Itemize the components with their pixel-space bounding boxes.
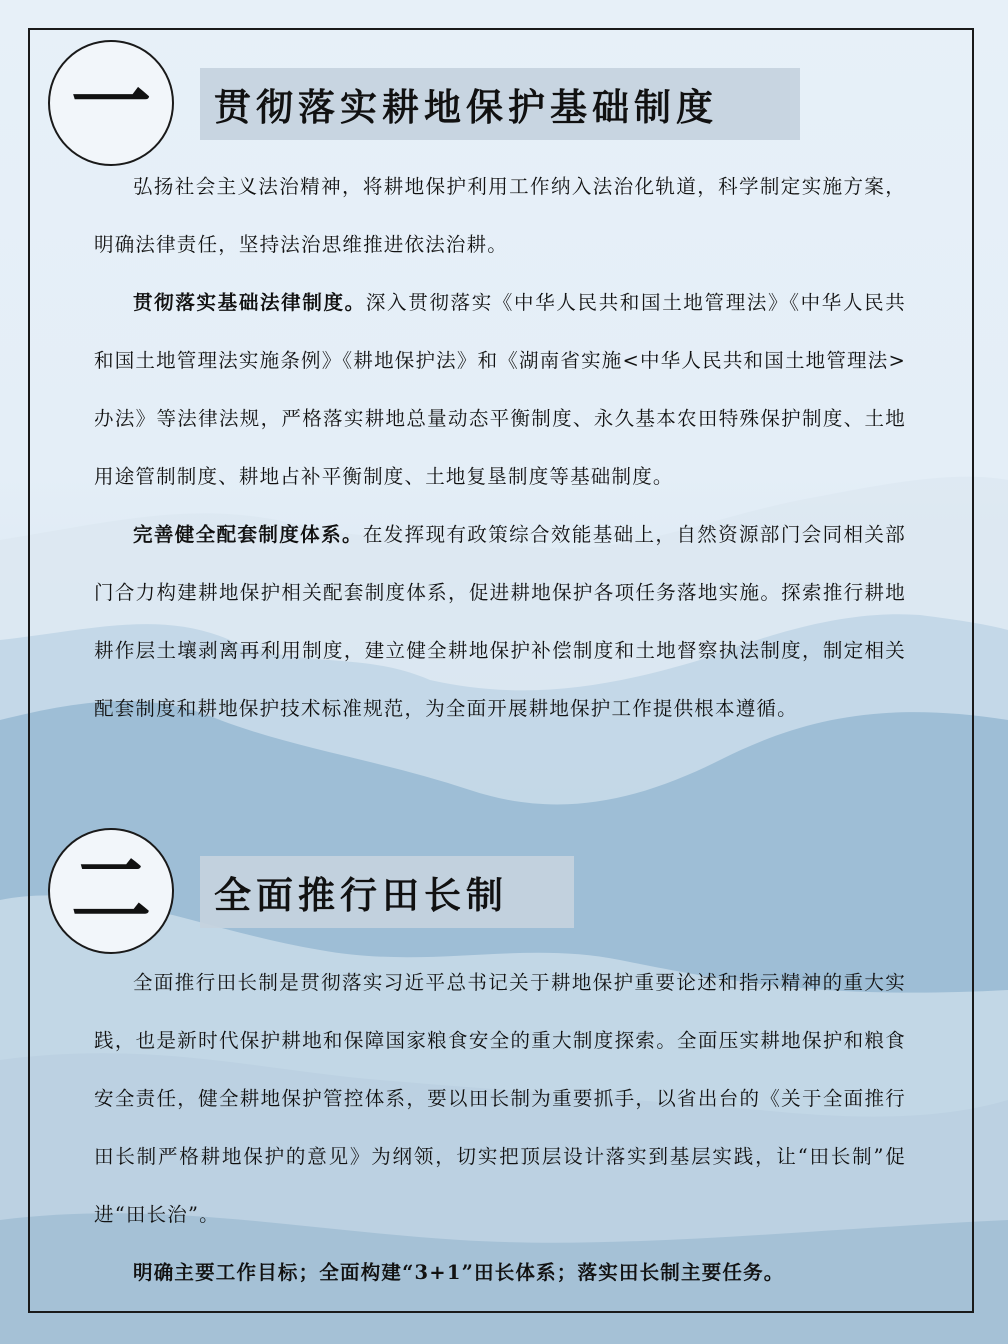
section-1-item-2-lead: 完善健全配套制度体系。: [133, 523, 363, 546]
section-2-title-bar: [200, 856, 574, 928]
section-1-content: [94, 158, 906, 738]
section-1-item-1-lead: 贯彻落实基础法律制度。: [133, 291, 366, 314]
section-2-content: [94, 954, 906, 1302]
section-2-number: 二: [71, 844, 151, 937]
section-1-item-1: [94, 274, 906, 506]
section-2-intro: 全面推行田长制是贯彻落实习近平总书记关于耕地保护重要论述和指示精神的重大实践，也是新时代保护耕地和保障国家粮食安全的重大制度探索。全面压实耕地保护和粮食安全责任，健全耕地保护管控体系，要以田长制为重要抓手，以省出台的《关于全面推行田长制严格耕地保护的意见》为纲领，切实把顶层设计落实到基层实践，让“田长制”促进“田长治”。: [94, 971, 906, 1226]
section-1-item-2-text: 在发挥现有政策综合效能基础上，自然资源部门会同相关部门合力构建耕地保护相关配套制度体系，促进耕地保护各项任务落地实施。探索推行耕地耕作层土壤剥离再利用制度，建立健全耕地保护补偿制度和土地督察执法制度，制定相关配套制度和耕地保护技术标准规范，为全面开展耕地保护工作提供根本遵循。: [94, 523, 907, 720]
section-2-header: [48, 828, 568, 954]
section-1-number: 一: [71, 56, 151, 149]
section-2-final: 明确主要工作目标；全面构建“3+1”田长体系；落实田长制主要任务。: [133, 1261, 785, 1284]
section-1-title: 贯彻落实耕地保护基础制度: [214, 86, 718, 129]
section-2-title: 全面推行田长制: [214, 874, 508, 917]
section-1-number-circle: [48, 40, 174, 166]
section-2-number-circle: [48, 828, 174, 954]
section-1-item-1-text: 深入贯彻落实《中华人民共和国土地管理法》《中华人民共和国土地管理法实施条例》《耕地保护法》和《湖南省实施<中华人民共和国土地管理法>办法》等法律法规，严格落实耕地总量动态平衡制度、永久基本农田特殊保护制度、土地用途管制制度、耕地占补平衡制度、土地复垦制度等基础制度。: [94, 291, 907, 488]
section-1-header: [48, 40, 808, 166]
section-1-title-bar: [200, 68, 800, 140]
section-1-item-2: [94, 506, 906, 738]
section-1-intro: 弘扬社会主义法治精神，将耕地保护利用工作纳入法治化轨道，科学制定实施方案，明确法律责任，坚持法治思维推进依法治耕。: [94, 175, 906, 256]
